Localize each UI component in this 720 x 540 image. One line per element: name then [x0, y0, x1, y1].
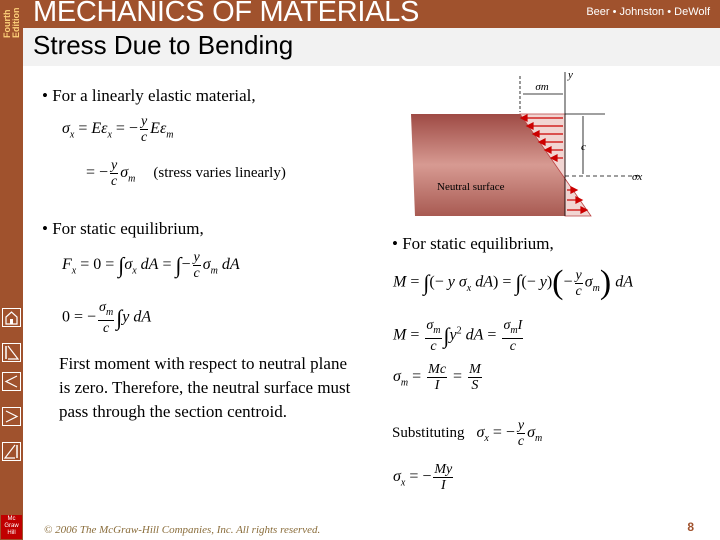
last-slide-button[interactable] [2, 442, 21, 461]
c-label: c [581, 141, 586, 153]
sigma-x-label: σx [632, 171, 643, 183]
first-slide-button[interactable] [2, 343, 21, 362]
equation-max-stress: $\sigma_m$ = $\frac{Mc}{I}$ = $\frac{M}{S}$ [393, 362, 481, 393]
last-slide-icon [3, 443, 20, 460]
equation-linear-stress: = − $\frac{y}{c}$ $\sigma_m$ (stress varies linearly) [86, 158, 286, 189]
authors: Beer • Johnston • DeWolf [586, 6, 710, 18]
home-icon [3, 309, 20, 326]
page-number: 8 [687, 520, 694, 534]
publisher-logo: Mc Graw Hill [1, 515, 22, 539]
previous-slide-button[interactable] [2, 372, 21, 391]
previous-slide-icon [3, 373, 20, 390]
slide-title: Stress Due to Bending [33, 30, 294, 60]
bullet-static-equilibrium-1: • For static equilibrium, [42, 219, 204, 238]
neutral-surface-label: Neutral surface [437, 181, 505, 193]
copyright-notice: © 2006 The McGraw-Hill Companies, Inc. All rights reserved. [44, 524, 321, 536]
equation-first-moment: 0 = − $\frac{\sigma_m}{c}$ ∫y dA [62, 300, 152, 336]
edition-line-1: Fourth [2, 9, 12, 38]
stress-varies-note: (stress varies linearly) [153, 165, 286, 182]
equation-flexure-formula: $\sigma_x$ = − $\frac{My}{I}$ [393, 462, 453, 493]
equation-hooke: $\sigma_x = E\varepsilon_x$ = − $\frac{y}{c}$ $E\varepsilon_m$ [62, 114, 174, 145]
edition-label [0, 0, 23, 48]
header-bar [23, 0, 720, 28]
centroid-paragraph: First moment with respect to neutral plane is zero. Therefore, the neutral surface must pass through the section centroid. [59, 354, 351, 421]
bullet-static-equilibrium-2: • For static equilibrium, [392, 234, 554, 253]
sigma-m-label: σm [535, 81, 549, 93]
edition-line-2: Edition [11, 7, 21, 38]
first-slide-icon [3, 344, 20, 361]
equation-moment-sum: M = ∫(− y $\sigma_x$ dA) = ∫(− y)(− $\frac{y}{c}$ $\sigma_m$) dA [393, 264, 633, 301]
equation-force-sum: $F_x = 0 = \int\sigma_x$ dA = ∫− $\frac{y}{c}$ $\sigma_m$ dA [62, 250, 240, 281]
slide-title-bar [23, 28, 720, 66]
bullet-linear-elastic: • For a linearly elastic material, [42, 86, 256, 105]
bending-stress-diagram [405, 66, 665, 218]
home-button[interactable] [2, 308, 21, 327]
next-slide-icon [3, 408, 20, 425]
substituting-label: Substituting [392, 425, 465, 442]
book-title: MECHANICS OF MATERIALS [33, 0, 420, 28]
equation-substitution: Substituting $\sigma_x$ = − $\frac{y}{c}$ $\sigma_m$ [392, 418, 543, 449]
equation-moment-inertia: M = $\frac{\sigma_m}{c}$ $\int y^2$ dA = $\frac{\sigma_mI}{c}$ [393, 318, 523, 354]
next-slide-button[interactable] [2, 407, 21, 426]
y-axis-label: y [568, 69, 573, 81]
